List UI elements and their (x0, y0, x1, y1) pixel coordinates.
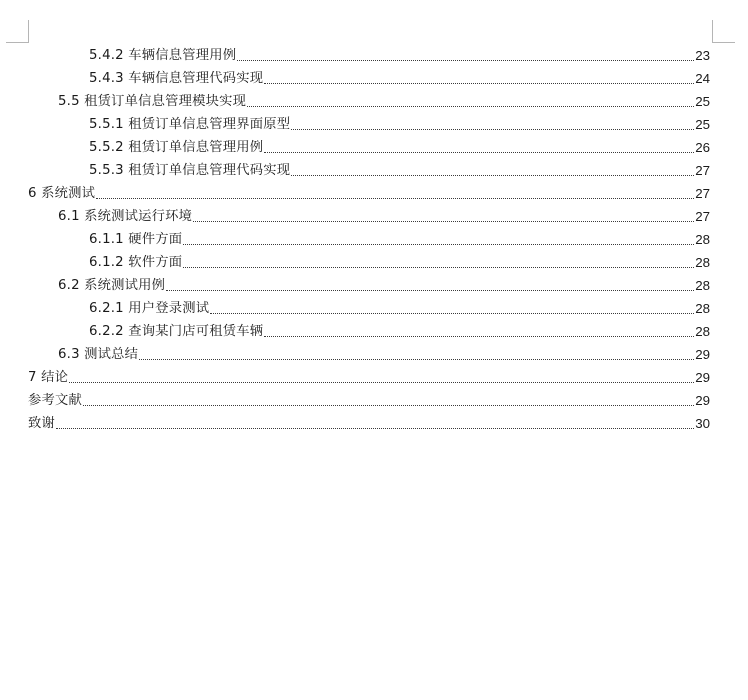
toc-entry-page-number: 28 (695, 278, 710, 293)
toc-entry-page-number: 29 (695, 393, 710, 408)
toc-dot-leader (96, 197, 694, 199)
toc-entry[interactable] (58, 274, 710, 294)
toc-entry-page-number: 23 (695, 48, 710, 63)
toc-entry-page-number: 27 (695, 209, 710, 224)
toc-entry[interactable] (58, 205, 710, 225)
toc-entry-title: 5.5.1 租赁订单信息管理界面原型 (89, 117, 291, 132)
toc-dot-leader (264, 151, 694, 153)
toc-entry-title: 6.2.2 查询某门店可租赁车辆 (89, 324, 264, 339)
toc-entry-title: 6.2.1 用户登录测试 (89, 301, 210, 316)
toc-entry[interactable] (89, 136, 710, 156)
toc-dot-leader (193, 220, 694, 222)
toc-entry-title: 5.5 租赁订单信息管理模块实现 (58, 94, 247, 109)
toc-dot-leader (247, 105, 694, 107)
toc-entry[interactable] (89, 297, 710, 317)
toc-dot-leader (69, 381, 694, 383)
toc-dot-leader (56, 427, 694, 429)
toc-entry-page-number: 28 (695, 232, 710, 247)
toc-entry-page-number: 28 (695, 324, 710, 339)
toc-entry-title: 6 系统测试 (28, 186, 96, 201)
toc-entry-title: 5.5.2 租赁订单信息管理用例 (89, 140, 264, 155)
toc-entry-page-number: 25 (695, 117, 710, 132)
toc-dot-leader (139, 358, 694, 360)
toc-entry-page-number: 28 (695, 255, 710, 270)
toc-entry-page-number: 30 (695, 416, 710, 431)
toc-entry-title: 5.4.2 车辆信息管理用例 (89, 48, 237, 63)
toc-entry-page-number: 27 (695, 163, 710, 178)
toc-entry[interactable] (28, 412, 710, 432)
toc-dot-leader (264, 82, 694, 84)
toc-entry[interactable] (28, 389, 710, 409)
toc-dot-leader (166, 289, 694, 291)
toc-entry[interactable] (89, 320, 710, 340)
toc-entry-title: 6.1 系统测试运行环境 (58, 209, 193, 224)
toc-entry[interactable] (89, 251, 710, 271)
toc-dot-leader (83, 404, 694, 406)
page-corner-mark-top-left (6, 20, 29, 43)
page-corner-mark-top-right (712, 20, 735, 43)
toc-entry[interactable] (89, 44, 710, 64)
toc-entry[interactable] (28, 366, 710, 386)
toc-entry-page-number: 26 (695, 140, 710, 155)
toc-entry-page-number: 29 (695, 347, 710, 362)
toc-entry[interactable] (89, 228, 710, 248)
toc-dot-leader (291, 128, 694, 130)
toc-entry-page-number: 24 (695, 71, 710, 86)
toc-dot-leader (291, 174, 694, 176)
toc-entry-title: 6.2 系统测试用例 (58, 278, 166, 293)
toc-entry[interactable] (89, 113, 710, 133)
toc-entry[interactable] (28, 182, 710, 202)
toc-dot-leader (183, 266, 694, 268)
toc-entry-title: 6.3 测试总结 (58, 347, 139, 362)
toc-entry[interactable] (89, 159, 710, 179)
toc-entry[interactable] (58, 343, 710, 363)
toc-entry-title: 5.5.3 租赁订单信息管理代码实现 (89, 163, 291, 178)
toc-entry-page-number: 27 (695, 186, 710, 201)
toc-entry-page-number: 29 (695, 370, 710, 385)
toc-entry-page-number: 28 (695, 301, 710, 316)
toc-entry-title: 6.1.2 软件方面 (89, 255, 183, 270)
toc-dot-leader (210, 312, 694, 314)
toc-entry[interactable] (58, 90, 710, 110)
toc-dot-leader (237, 59, 694, 61)
toc-entry-title: 7 结论 (28, 370, 69, 385)
toc-entry-title: 参考文献 (28, 393, 82, 408)
toc-entry-title: 5.4.3 车辆信息管理代码实现 (89, 71, 264, 86)
toc-dot-leader (264, 335, 694, 337)
toc-entry-title: 6.1.1 硬件方面 (89, 232, 183, 247)
toc-entry-title: 致谢 (28, 416, 55, 431)
toc-entry[interactable] (89, 67, 710, 87)
toc-dot-leader (183, 243, 694, 245)
toc-entry-page-number: 25 (695, 94, 710, 109)
